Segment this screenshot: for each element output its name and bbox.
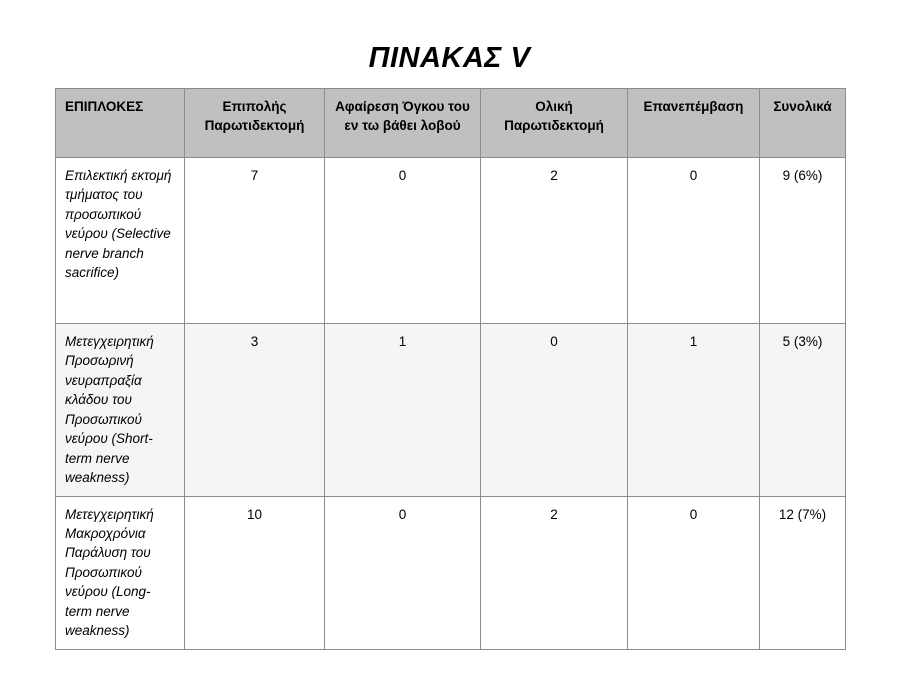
page-title: ΠΙΝΑΚΑΣ V (368, 42, 531, 74)
complications-table (55, 88, 846, 650)
cell-value: 2 (481, 496, 628, 649)
cell-value: 0 (628, 496, 760, 649)
cell-value: 1 (628, 324, 760, 497)
cell-value: 10 (185, 496, 325, 649)
cell-value: 1 (325, 324, 481, 497)
cell-value: 7 (185, 158, 325, 324)
cell-value: 0 (628, 158, 760, 324)
table-row (56, 158, 846, 324)
header-row (56, 89, 846, 158)
header-cell-complications: ΕΠΙΠΛΟΚΕΣ (56, 89, 185, 158)
table-row (56, 496, 846, 649)
cell-value: 0 (325, 496, 481, 649)
header-cell-reoperation: Επανεπέμβαση (628, 89, 760, 158)
cell-value: 2 (481, 158, 628, 324)
row-label: Επιλεκτική εκτομή τμήματος του προσωπικού νεύρου (Selective nerve branch sacrifice) (56, 158, 185, 324)
cell-value: 0 (325, 158, 481, 324)
header-cell-total: Συνολικά (760, 89, 846, 158)
row-label: Μετεγχειρητική Μακροχρόνια Παράλυση του Προσωπικού νεύρου (Long-term nerve weakness) (56, 496, 185, 649)
cell-value: 12 (7%) (760, 496, 846, 649)
row-label: Μετεγχειρητική Προσωρινή νευραπραξία κλάδου του Προσωπικού νεύρου (Short-term nerve weakness) (56, 324, 185, 497)
cell-value: 3 (185, 324, 325, 497)
table-row (56, 324, 846, 497)
cell-value: 0 (481, 324, 628, 497)
cell-value: 9 (6%) (760, 158, 846, 324)
cell-value: 5 (3%) (760, 324, 846, 497)
header-cell-total-parotidectomy: Ολική Παρωτιδεκτομή (481, 89, 628, 158)
header-cell-superficial-parotidectomy: Επιπολής Παρωτιδεκτομή (185, 89, 325, 158)
header-cell-deep-lobe-tumor-removal: Αφαίρεση Όγκου του εν τω βάθει λοβού (325, 89, 481, 158)
